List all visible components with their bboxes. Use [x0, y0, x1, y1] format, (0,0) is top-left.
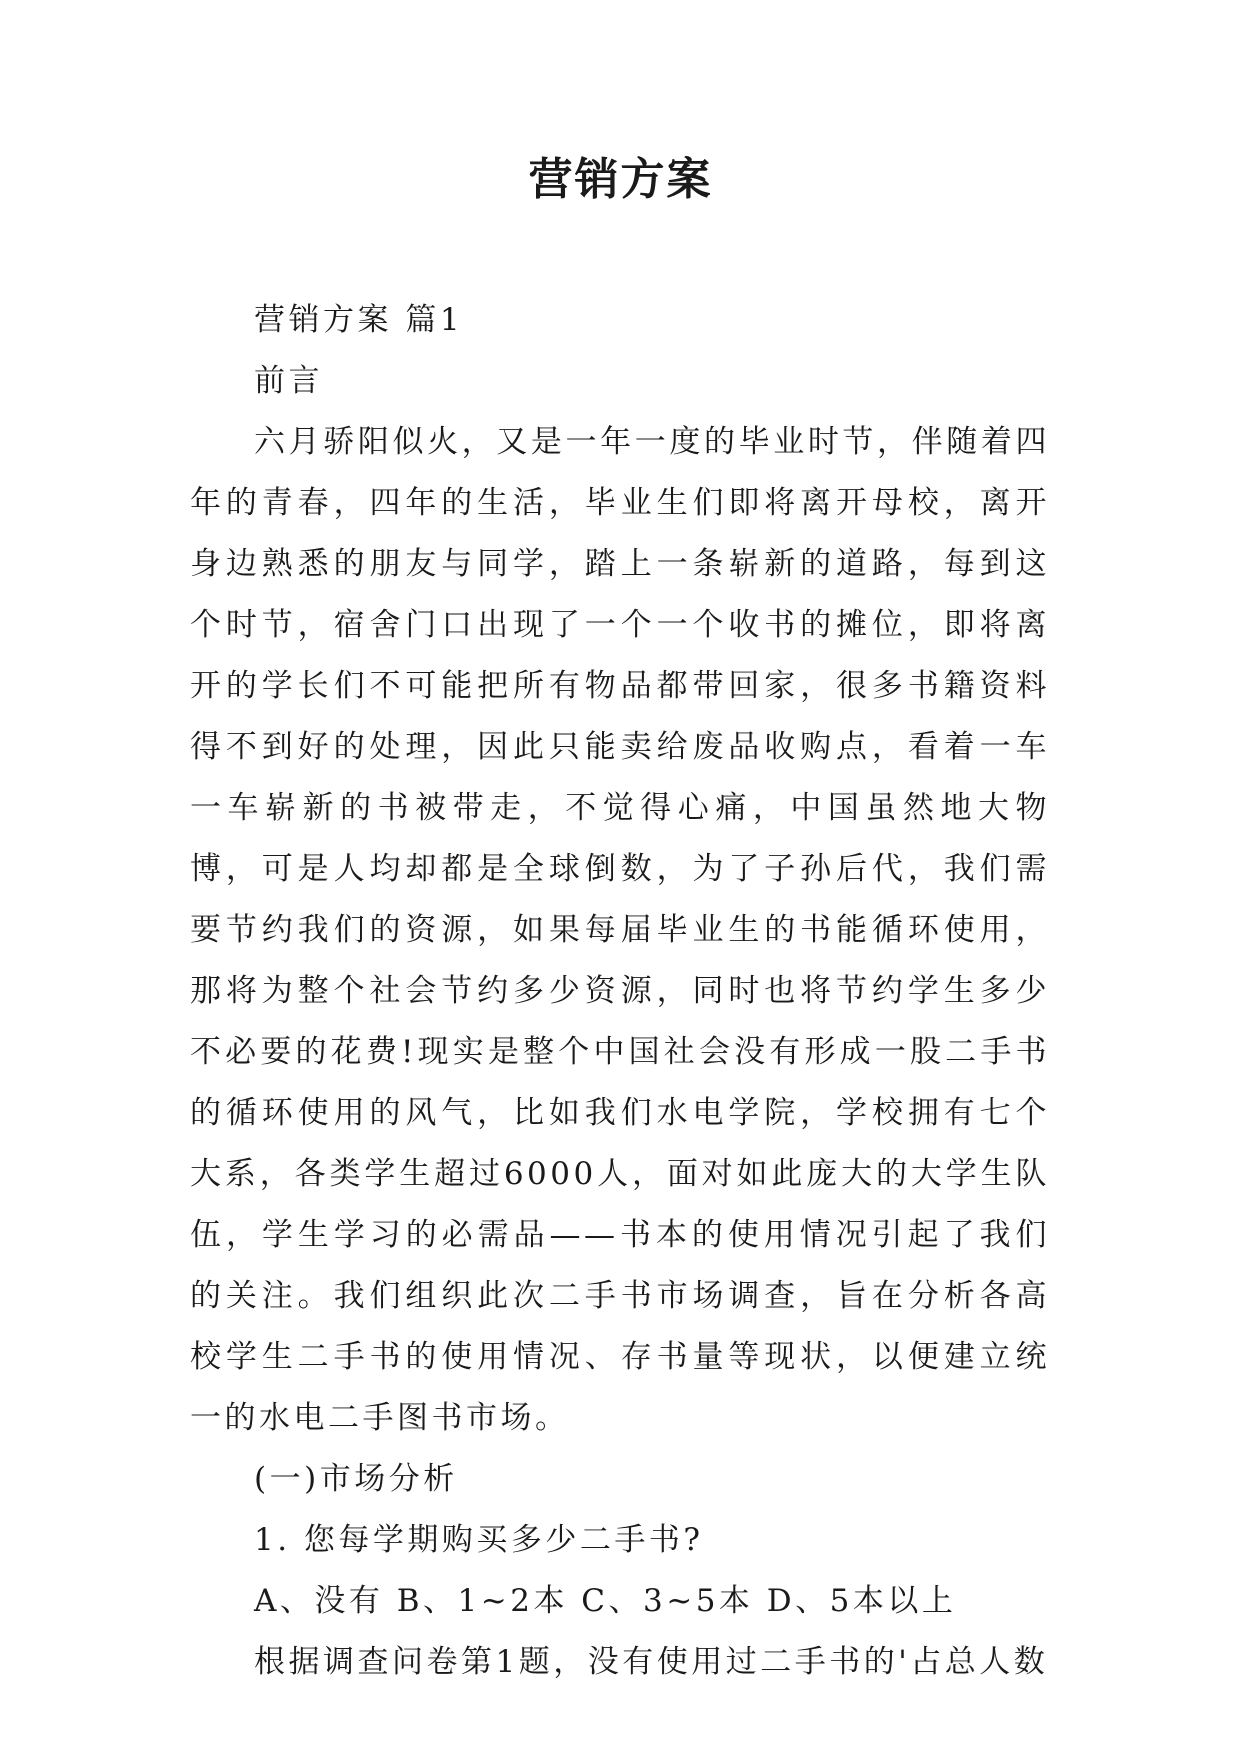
document-title: 营销方案 — [528, 154, 713, 205]
document-body — [190, 290, 1050, 1693]
body-paragraph: 六月骄阳似火，又是一年一度的毕业时节，伴随着四年的青春，四年的生活，毕业生们即将离开母校，离开身边熟悉的朋友与同学，踏上一条崭新的道路，每到这个时节，宿舍门口出现了一个一个收书的摊位，即将离开的学长们不可能把所有物品都带回家，很多书籍资料得不到好的处理，因此只能卖给废品收购点，看着一车一车崭新的书被带走，不觉得心痛，中国虽然地大物博，可是人均却都是全球倒数，为了子孙后代，我们需要节约我们的资源，如果每届毕业生的书能循环使用，那将为整个社会节约多少资源，同时也将节约学生多少不必要的花费!现实是整个中国社会没有形成一股二手书的循环使用的风气，比如我们水电学院，学校拥有七个大系，各类学生超过6000人，面对如此庞大的大学生队伍，学生学习的必需品——书本的使用情况引起了我们的关注。我们组织此次二手书市场调查，旨在分析各高校学生二手书的使用情况、存书量等现状，以便建立统一的水电二手图书市场。 — [190, 424, 1050, 1436]
survey-options: A、没有 B、1~2本 C、3~5本 D、5本以上 — [254, 1583, 957, 1619]
survey-question: 1. 您每学期购买多少二手书? — [254, 1522, 704, 1558]
preface-heading: 前言 — [254, 363, 323, 399]
body-paragraph: 根据调查问卷第1题，没有使用过二手书的'占总人数 — [254, 1644, 1049, 1680]
section-heading: 营销方案 篇1 — [254, 302, 464, 338]
subsection-heading: (一)市场分析 — [254, 1461, 458, 1497]
